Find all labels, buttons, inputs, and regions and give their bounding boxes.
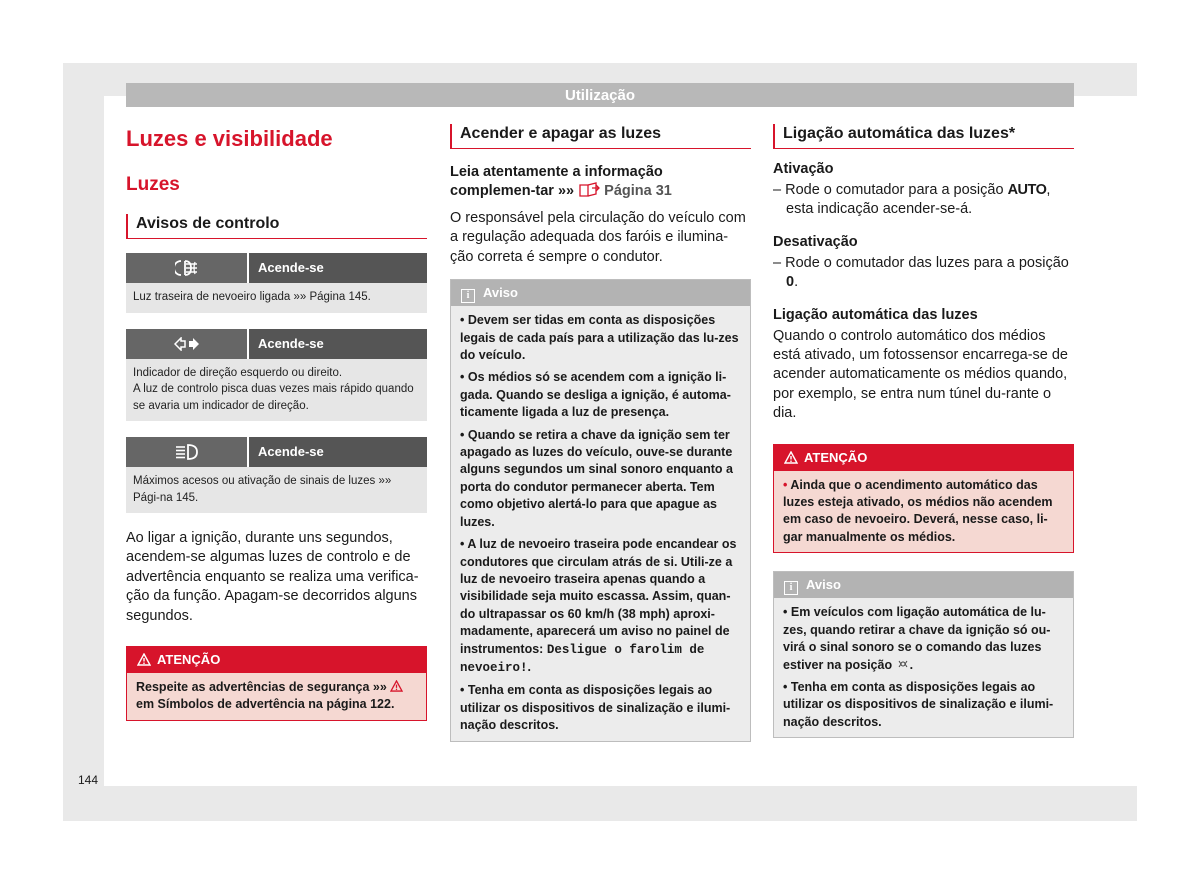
info-icon: i <box>461 289 475 303</box>
section-heading-acender: Acender e apagar as luzes <box>450 124 751 149</box>
note-item: • Em veículos com ligação automática de lu-zes, quando retirar a chave da ignição só ou-virá o sinal sonoro se o comando das luzes estiver na posição . <box>783 605 1051 672</box>
note-header <box>451 280 750 306</box>
warning-triangle-icon <box>390 680 403 694</box>
indicator-turn-signal <box>126 329 427 422</box>
page-subtitle: Luzes <box>126 174 180 195</box>
warning-triangle-icon <box>137 649 151 675</box>
auto-key: AUTO <box>1007 182 1047 198</box>
column-1 <box>126 124 427 721</box>
note-item: • A luz de nevoeiro traseira pode encandear os condutores que circulam atrás de si. Utili-ze a luz de nevoeiro traseira apenas quando a visibilidade seja muito escassa. Assim, quan-do ultrapassar os 60 km/h (38 mph) aproxi-madamente, aparecerá um aviso no painel de instrumentos: Desligue o farolim de nevoeiro!. <box>460 537 737 675</box>
info-reference-link[interactable]: Página 31 <box>600 183 672 199</box>
note-content <box>451 306 750 740</box>
indicator-text: Máximos acesos ou ativação de sinais de luzes »» Pági-na 145. <box>133 475 392 504</box>
parking-light-icon <box>896 658 910 672</box>
auto-paragraph: Quando o controlo automático dos médios está ativado, um fotossensor encarrega-se de acender automaticamente os médios quando, por exemplo, se entra num túnel du-rante o dia. <box>773 327 1068 422</box>
note-content <box>774 598 1073 737</box>
indicator-description <box>126 359 427 422</box>
warning-title: ATENÇÃO <box>157 652 221 668</box>
activation-title: Ativação <box>773 161 834 177</box>
warning-triangle-icon <box>784 447 798 473</box>
indicator-label: Acende-se <box>247 329 427 359</box>
page-title: Luzes e visibilidade <box>126 126 333 151</box>
page-number: 144 <box>78 773 99 787</box>
intro-paragraph: Ao ligar a ignição, durante uns segundos, acendem-se algumas luzes de controlo e de advertência enquanto se realiza uma verifica-ção da função. Apagam-se decorridos alguns segundos. <box>126 530 419 624</box>
note-box <box>450 279 751 741</box>
indicator-rear-fog <box>126 253 427 313</box>
warning-box <box>773 444 1074 554</box>
warning-text <box>127 673 426 720</box>
indicator-label: Acende-se <box>247 437 427 467</box>
turn-signal-icon <box>126 329 247 359</box>
indicator-text: A luz de controlo pisca duas vezes mais rápido quando se avaria um indicador de direção. <box>133 383 414 412</box>
deactivation-step: – Rode o comutador das luzes para a posição 0. <box>773 254 1069 291</box>
rear-fog-light-icon <box>126 253 247 283</box>
indicator-text: Luz traseira de nevoeiro ligada »» Página 145. <box>133 291 371 303</box>
auto-title: Ligação automática das luzes <box>773 306 978 323</box>
note-item: • Devem ser tidas em conta as disposições legais de cada país para a utilização das lu-zes do veículo. <box>460 313 739 363</box>
note-box <box>773 571 1074 738</box>
info-reference-text: Leia atentamente a informação complemen-tar »» <box>450 164 663 199</box>
warning-link[interactable]: em Símbolos de advertência na página 122. <box>136 697 395 712</box>
note-header <box>774 572 1073 598</box>
section-heading-ligacao: Ligação automática das luzes* <box>773 124 1074 149</box>
indicator-description <box>126 283 427 313</box>
indicator-description <box>126 467 427 513</box>
book-icon <box>578 183 600 199</box>
zero-key: 0 <box>786 274 795 291</box>
warning-title: ATENÇÃO <box>804 449 868 465</box>
note-item: • Os médios só se acendem com a ignição li-gada. Quando se desliga a ignição, é automa-ticamente ligada a luz de presença. <box>460 370 731 420</box>
warning-box <box>126 646 427 721</box>
high-beam-icon <box>126 437 247 467</box>
note-item: • Tenha em conta as disposições legais ao utilizar os dispositivos de sinalização e ilumi-nação descritos. <box>783 679 1054 729</box>
indicator-high-beam <box>126 437 427 513</box>
column-3 <box>773 124 1074 738</box>
info-reference <box>450 163 751 201</box>
indicator-text: Indicador de direção esquerdo ou direito. <box>133 366 343 379</box>
info-icon: i <box>784 581 798 595</box>
column-2 <box>450 124 751 742</box>
activation-step: – Rode o comutador para a posição AUTO, esta indicação acender-se-á. <box>773 182 1051 218</box>
note-title: Aviso <box>483 285 518 301</box>
section-header: Utilização <box>126 83 1074 107</box>
indicator-label: Acende-se <box>247 253 427 283</box>
deactivation-title: Desativação <box>773 233 858 250</box>
display-message: Desligue o farolim de nevoeiro! <box>460 642 705 675</box>
note-title: Aviso <box>806 577 841 593</box>
warning-text: • Ainda que o acendimento automático das luzes esteja ativado, os médios não acendem em caso de nevoeiro. Deverá, nesse caso, li-gar manualmente os médios. <box>774 471 1073 553</box>
section-heading-avisos: Avisos de controlo <box>126 214 427 239</box>
note-item: • Quando se retira a chave da ignição sem ter apagado as luzes do veículo, ouve-se durante alguns segundos um sinal sonoro enquanto a porta do condutor permanecer aberta. Tem como objetivo alertá-lo para que apague as luzes. <box>460 427 733 529</box>
warning-header <box>127 647 426 673</box>
warning-text-part: Respeite as advertências de segurança »» <box>136 680 387 695</box>
responsibility-paragraph: O responsável pela circulação do veículo com a regulação adequada dos faróis e ilumina-ção correta é sempre o condutor. <box>450 210 746 265</box>
warning-header <box>774 445 1073 471</box>
note-item: • Tenha em conta as disposições legais ao utilizar os dispositivos de sinalização e ilumi-nação descritos. <box>460 683 731 733</box>
